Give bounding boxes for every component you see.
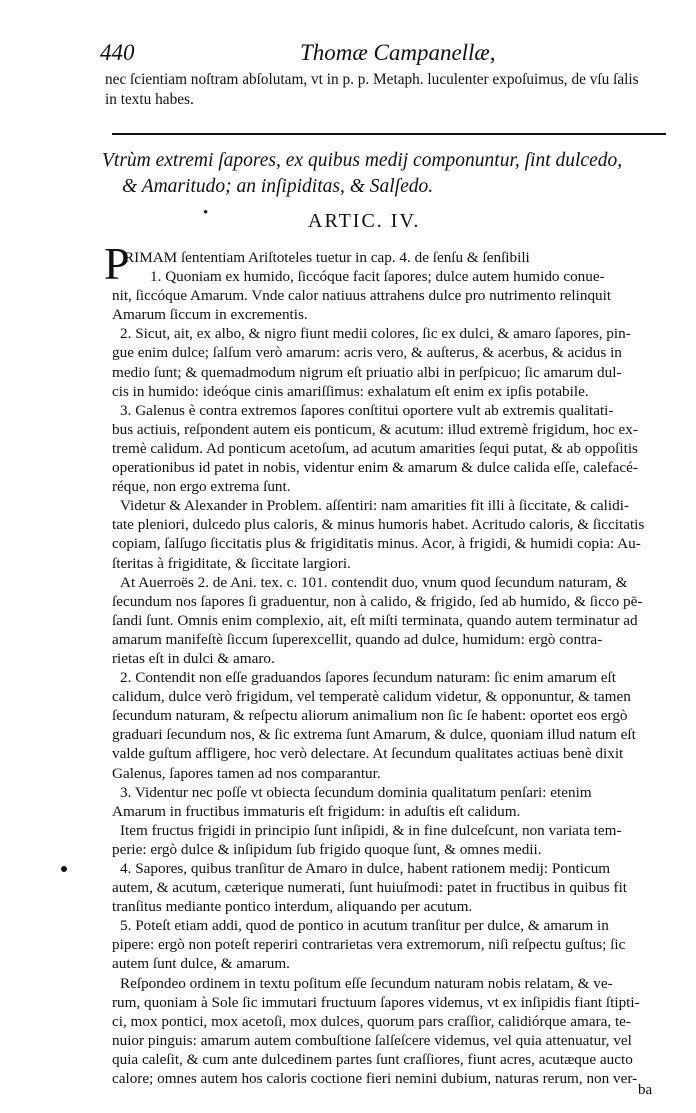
text-line: 1. Quoniam ex humido, ſiccóque facit ſapores; dulce autem humido conue-: [150, 268, 605, 286]
text-line: ci, mox pontici, mox acetoſi, mox dulces, quorum pars craſſior, calidiórque amara, te-: [112, 1012, 631, 1030]
text-line: in textu habes.: [105, 91, 194, 108]
text-line: cis in humido: ideóque cinis amariſſimus: exhalatum eſt enim ex ipſis potabile.: [112, 382, 589, 400]
text-line: Amarum in fructibus immaturis eſt frigidum: in aduſtis eſt calidum.: [112, 802, 521, 820]
question-line: Vtrùm extremi ſapores, ex quibus medij componuntur, ſint dulcedo,: [102, 150, 623, 171]
question-line: & Amaritudo; an inſipiditas, & Salſedo.: [122, 176, 434, 197]
margin-mark: [61, 866, 67, 872]
text-line: Item fructus frigidi in principio ſunt inſipidi, & in fine dulceſcunt, non variata tem-: [120, 821, 622, 839]
text-line: ſteritas à frigiditate, & ſiccitate largiori.: [112, 554, 351, 572]
text-line: Reſpondeo ordinem in textu poſitum eſſe ſecundum naturam nobis relatam, & ve-: [120, 974, 613, 992]
text-line: graduari ſecundum nos, & ſic extrema ſunt Amarum, & dulce, quoniam illud natum eſt: [112, 726, 636, 744]
catchword: ba: [638, 1082, 653, 1098]
body-text: [112, 248, 672, 1088]
text-line: ſandi ſunt. Omnis enim complexio, ait, eſt miſti terminata, quando autem terminatur ad: [112, 611, 638, 629]
text-line: medio ſunt; & quemadmodum nigrum eſt priuatio albi in perſpicuo; ſic amarum dul-: [112, 363, 622, 381]
text-line: nuior pinguis: amarum autem combuſtione ſalſeſcere videmus, vel quia attenuatur, vel: [112, 1031, 632, 1049]
text-line: nit, ſiccóque Amarum. Vnde calor natiuus attrahens dulce pro nutrimento relinquit: [112, 287, 612, 305]
text-line: gue enim dulce; ſalſum verò amarum: acris vero, & auſterus, & acerbus, & acidus in: [112, 344, 622, 362]
text-line: valde guſtum affligere, hoc verò delectare. At ſecundum qualitates actiuas benè dixit: [112, 745, 624, 763]
drop-cap: P: [104, 238, 130, 289]
running-title: Thomæ Campanellæ,: [300, 40, 496, 65]
text-line: autem ſunt dulce, & amarum.: [112, 955, 290, 973]
running-header: [100, 40, 660, 70]
text-line: tranſitus mediante pontico interdum, aliquando per acutum.: [112, 898, 473, 916]
page-number: 440: [100, 40, 135, 65]
text-line: bus actiuis, reſpondent autem eis ponticum, & acutum: illud extremè frigidum, hoc ex-: [112, 420, 638, 438]
text-line: 3. Videntur nec poſſe vt obiecta ſecundum dominia qualitatum penſari: etenim: [120, 783, 592, 801]
text-line: 2. Sicut, ait, ex albo, & nigro fiunt medii colores, ſic ex dulci, & amaro ſapores, pin-: [120, 325, 631, 343]
text-line: ſecundum naturam, & reſpectu aliorum animalium non ſic ſe habent: oportet eos ergò: [112, 707, 628, 725]
carryover-text: [105, 70, 670, 110]
text-line: 2. Contendit non eſſe graduandos ſapores ſecundum naturam: ſic enim amarum eſt: [120, 669, 616, 687]
text-line: 5. Poteſt etiam addi, quod de pontico in acutum tranſitur per dulce, & amarum in: [120, 917, 609, 935]
text-line: calore; omnes autem hos caloris coctione fieri nemini dubium, naturas rerum, non ver-: [112, 1070, 638, 1088]
text-line: copiam, ſalſugo ſiccitatis plus & frigiditatis minus. Acor, à frigidi, & humidi copia: Au-: [112, 535, 641, 553]
text-line: rum, quoniam à Sole ſic immutari fructuum ſapores videmus, vt ex inſipidis fiant ſtipti-: [112, 993, 640, 1011]
text-line: tate pleniori, dulcedo plus caloris, & minus humoris habet. Acritudo caloris, & ſiccitatis: [112, 516, 645, 534]
text-line: Amarum ſiccum in excrementis.: [112, 306, 308, 324]
text-line: nec ſcientiam noſtram abſolutam, vt in p. p. Metaph. luculenter expoſuimus, de vſu ſalis: [105, 71, 639, 88]
text-line: rietas eſt in dulci & amaro.: [112, 649, 275, 667]
text-line: perie: ergò dulce & inſipidum ſub frigido quoque ſunt, & omnes medii.: [112, 840, 542, 858]
article-heading: ARTIC. IV.: [308, 210, 421, 232]
text-line: autem, & acutum, cæterique numerati, ſunt huiuſmodi: patet in fructibus in quibus fit: [112, 879, 628, 897]
text-line: ſecundum nos ſapores ſi graduentur, non à calido, & frigido, ſed ab humido, & ſicco pē-: [112, 592, 643, 610]
text-line: amarum manifeſtè ſiccum ſuperexcellit, quando ad dulce, humidum: ergò contra-: [112, 630, 603, 648]
text-line: pipere: ergò non poteſt reperiri contrarietas vera extremorum, niſi reſpectu guſtus; ſic: [112, 936, 626, 954]
text-line: Galenus, ſapores tamen ad nos comparantur.: [112, 764, 381, 782]
text-line: Videtur & Alexander in Problem. aſſentiri: nam amarities fit illi à ſiccitate, & calidi-: [120, 497, 629, 515]
text-line: operationibus id patet in nobis, videntur enim & amarum & dulce calida eſſe, calefacé-: [112, 459, 638, 477]
text-line: calidum, dulce verò frigidum, vel temperatè calidum videtur, & opponuntur, & tamen: [112, 688, 631, 706]
text-line: tremè calidum. Ad ponticum acetoſum, ad acutum amarities ſequi putat, & ab oppoſitis: [112, 439, 638, 457]
text-line: quia caleſit, & cum ante dulcedinem partes ſunt craſſiores, fiunt acres, acutæque aucto: [112, 1050, 633, 1068]
text-line: RIMAM ſententiam Ariſtoteles tuetur in cap. 4. de ſenſu & ſenſibili: [124, 249, 530, 266]
text-line: 3. Galenus è contra extremos ſapores conſtitui oportere vult ab extremis qualitati-: [120, 401, 614, 419]
section-rule: [112, 133, 666, 135]
text-line: réque, non ergo extrema ſunt.: [112, 478, 291, 496]
question-heading: [102, 148, 672, 200]
text-line: 4. Sapores, quibus tranſitur de Amaro in dulce, habent rationem medij: Ponticum: [120, 860, 611, 877]
text-line: At Auerroës 2. de Ani. tex. c. 101. contendit duo, vnum quod ſecundum naturam, &: [120, 573, 628, 591]
printer-mark: •: [203, 205, 209, 221]
